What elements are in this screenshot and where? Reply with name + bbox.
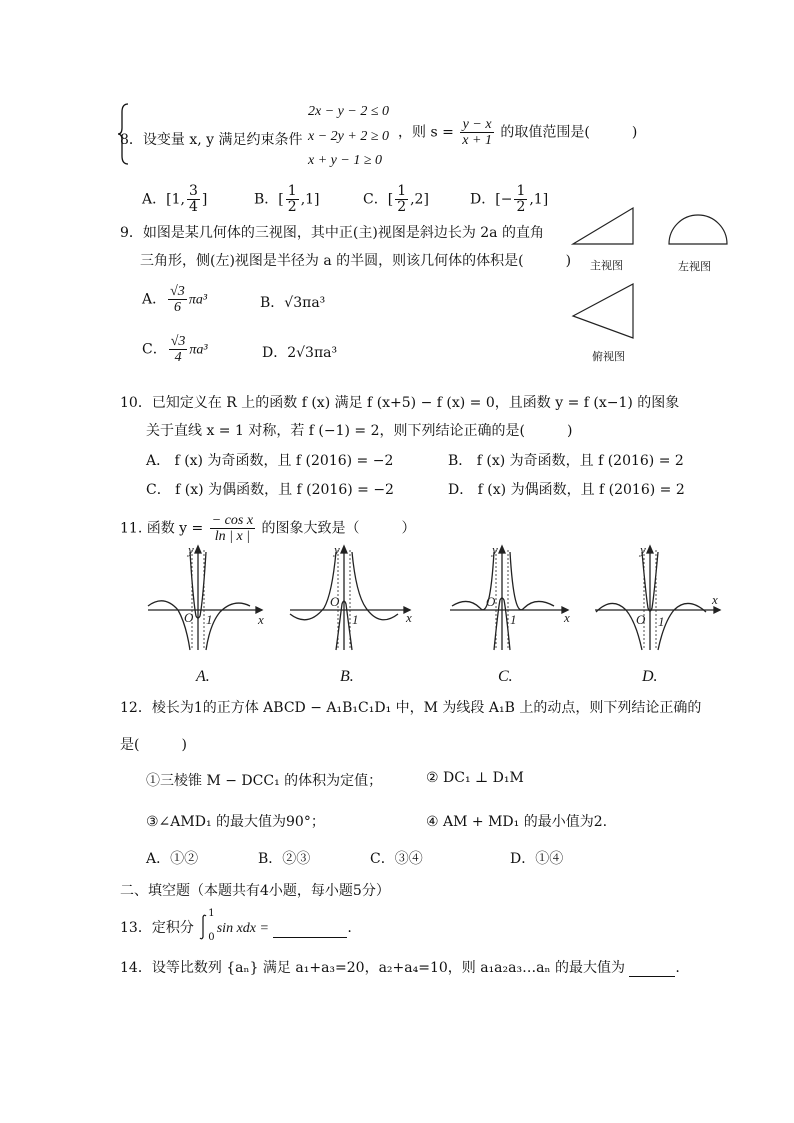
q8-tail	[398, 117, 637, 148]
svg-text:y: y	[334, 542, 340, 557]
graph-label-a: A.	[196, 668, 210, 685]
q8-option-b: B．[ $\frac{1}{2}$ ,1]	[254, 183, 320, 215]
q11-stem: 11. 函数 y = $\frac{\text{− cos x}}{\ln | x |}$ 的图象大致是（ ）	[120, 513, 416, 544]
q12-option-d: D．①④	[510, 851, 564, 867]
q8-option-d: D．[− $\frac{1}{2}$ ,1]	[470, 183, 549, 215]
svg-text:x: x	[258, 612, 264, 627]
q12-line1: 12．棱长为1的正方体 ABCD − A₁B₁C₁D₁ 中，M 为线段 A₁B 上的动点，则下列结论正确的	[120, 700, 702, 716]
svg-text:1: 1	[206, 612, 213, 627]
top-view-triangle	[573, 284, 633, 338]
q9-option-c: C． $\frac{√3}{4}$ πa³	[142, 334, 208, 365]
section-heading: 二、填空题（本题共有4小题，每小题5分）	[120, 883, 390, 899]
q8-constraint-1: 2x − y − 2 ≤ 0	[308, 104, 390, 119]
q8-frac-num: y − x	[460, 117, 494, 133]
svg-text:1: 1	[352, 612, 359, 627]
q8-prefix: 8．设变量 x, y 满足约束条件	[120, 132, 303, 148]
q10-line1: 10．已知定义在 R 上的函数 f (x) 满足 f (x+5) − f (x) = 0，且函数 y = f (x−1) 的图象	[120, 395, 680, 411]
q9-line2: 三角形，侧(左)视图是半径为 a 的半圆，则该几何体的体积是( )	[140, 253, 572, 269]
graph-b	[290, 546, 410, 650]
graph-label-b: B.	[340, 668, 354, 685]
integral-upper: 1	[208, 908, 215, 919]
q14-answer-blank[interactable]	[629, 962, 675, 977]
q13-answer-blank[interactable]	[273, 923, 347, 938]
q8-option-a: A．[1, $\frac{3}{4}$ ]	[142, 183, 208, 215]
q12-option-a: A．①②	[146, 851, 199, 867]
q9-option-a: A． $\frac{√3}{6}$ πa³	[142, 284, 208, 315]
graph-c	[450, 546, 568, 650]
svg-text:y: y	[188, 542, 194, 557]
svg-text:O: O	[184, 610, 194, 625]
q12-statement-3: ③∠AMD₁ 的最大值为90°；	[146, 814, 325, 830]
q8-frac-den: x + 1	[462, 133, 492, 148]
q9-option-d: D．2√3πa³	[262, 345, 338, 361]
q12-line2: 是( )	[120, 737, 187, 753]
svg-text:1: 1	[510, 612, 517, 627]
q10-option-c: C． f (x) 为偶函数，且 f (2016) = −2	[146, 482, 394, 498]
q12-option-b: B．②③	[258, 851, 311, 867]
side-view-label: 左视图	[678, 260, 711, 273]
graph-label-d: D.	[642, 668, 658, 685]
q8-constraint-2: x − 2y + 2 ≥ 0	[308, 129, 390, 144]
integral-lower: 0	[208, 932, 215, 943]
three-views-figure	[565, 200, 745, 370]
svg-text:O: O	[330, 594, 340, 609]
q10-option-b: B． f (x) 为奇函数，且 f (2016) = 2	[448, 453, 684, 469]
svg-text:O: O	[486, 594, 496, 609]
top-view-label: 俯视图	[592, 350, 625, 363]
graph-label-c: C.	[498, 668, 513, 685]
q8-mid: ，则 s =	[398, 124, 454, 141]
brace-icon	[118, 102, 130, 166]
svg-text:y: y	[492, 542, 498, 557]
q14-line: 14．设等比数列 {aₙ} 满足 a₁+a₃=20，a₂+a₄=10，则 a₁a₂a₃…aₙ 的最大值为 .	[120, 960, 680, 976]
side-view-semicircle	[669, 215, 727, 244]
front-view-label: 主视图	[590, 259, 623, 272]
q11-graphs	[140, 540, 730, 660]
svg-text:x: x	[564, 610, 570, 625]
q12-statement-2: ② DC₁ ⊥ D₁M	[426, 770, 524, 786]
q12-option-c: C．③④	[370, 851, 423, 867]
front-view-triangle	[573, 208, 633, 244]
q8-option-c: C．[ $\frac{1}{2}$ ,2]	[363, 183, 429, 215]
q13-line: 13．定积分 1 0 sin xdx = .	[120, 908, 352, 943]
q12-statement-4: ④ AM + MD₁ 的最小值为2.	[426, 814, 608, 830]
svg-text:x: x	[712, 592, 718, 607]
graph-d	[595, 546, 720, 650]
q10-line2: 关于直线 x = 1 对称，若 f (−1) = 2，则下列结论正确的是( )	[146, 423, 573, 439]
q9-line1: 9．如图是某几何体的三视图，其中正(主)视图是斜边长为 2a 的直角	[120, 225, 544, 241]
svg-text:x: x	[406, 610, 412, 625]
svg-text:O: O	[636, 612, 646, 627]
svg-text:1: 1	[658, 614, 665, 629]
q8-fraction	[460, 117, 494, 148]
q10-option-a: A． f (x) 为奇函数，且 f (2016) = −2	[146, 453, 394, 469]
q12-statement-1: ①三棱锥 M − DCC₁ 的体积为定值；	[146, 773, 383, 789]
integral-icon	[198, 914, 208, 940]
q10-option-d: D． f (x) 为偶函数，且 f (2016) = 2	[448, 482, 685, 498]
graph-a	[148, 546, 262, 650]
q8-constraint-3: x + y − 1 ≥ 0	[308, 153, 383, 168]
svg-text:y: y	[640, 542, 646, 557]
q8-suffix: 的取值范围是( )	[500, 124, 638, 141]
q9-option-b: B．√3πa³	[260, 295, 326, 311]
